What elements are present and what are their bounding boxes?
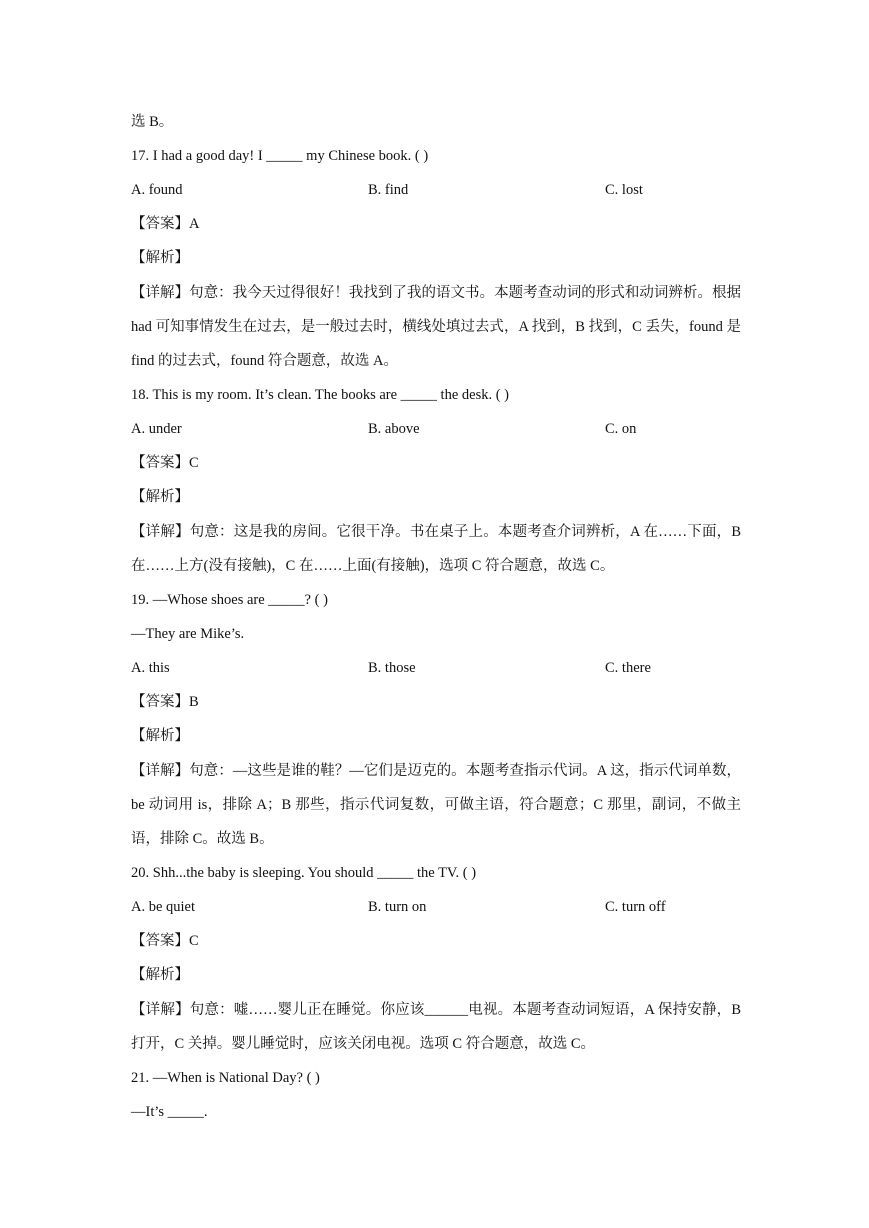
q20-option-a: A. be quiet — [131, 899, 196, 915]
q19-option-a: A. this — [131, 660, 170, 676]
q18-option-a: A. under — [131, 421, 182, 437]
q18-analysis-label: 【解析】 — [131, 489, 189, 505]
q17-option-a: A. found — [131, 182, 183, 198]
q19-option-b: B. those — [368, 660, 416, 676]
q21-stem: 21. —When is National Day? ( ) — [131, 1070, 320, 1086]
q18-option-c: C. on — [605, 421, 637, 437]
q20-option-b: B. turn on — [368, 899, 427, 915]
q19-reply: —They are Mike’s. — [131, 626, 245, 642]
q19-analysis-label: 【解析】 — [131, 728, 189, 744]
q17-option-b: B. find — [368, 182, 409, 198]
q17-stem: 17. I had a good day! I _____ my Chinese book. ( ) — [131, 148, 429, 164]
q20-detail: 【详解】句意：嘘……婴儿正在睡觉。你应该______电视。本题考查动词短语，A 保持安静，B 打开，C 关掉。婴儿睡觉时，应该关闭电视。选项 C 符合题意，故选 C。 — [131, 1002, 741, 1052]
q19-stem: 19. —Whose shoes are _____? ( ) — [131, 592, 328, 608]
q20-stem: 20. Shh...the baby is sleeping. You should _____ the TV. ( ) — [131, 865, 477, 881]
q18-detail: 【详解】句意：这是我的房间。它很干净。书在桌子上。本题考查介词辨析，A 在……下面，B 在……上方(没有接触)，C 在……上面(有接触)，选项 C 符合题意，故选 C。 — [131, 524, 741, 574]
q18-answer: 【答案】C — [131, 455, 199, 471]
q18-option-b: B. above — [368, 421, 420, 437]
q17-analysis-label: 【解析】 — [131, 250, 189, 266]
q19-detail: 【详解】句意：—这些是谁的鞋？—它们是迈克的。本题考查指示代词。A 这，指示代词单数，be 动词用 is，排除 A；B 那些，指示代词复数，可做主语，符合题意；C 那里，副词，不做主语，排除 C。故选 B。 — [131, 763, 741, 847]
q19-option-c: C. there — [605, 660, 651, 676]
q17-option-c: C. lost — [605, 182, 643, 198]
q20-option-c: C. turn off — [605, 899, 666, 915]
q20-analysis-label: 【解析】 — [131, 967, 189, 983]
q18-stem: 18. This is my room. It’s clean. The books are _____ the desk. ( ) — [131, 387, 510, 403]
q19-answer: 【答案】B — [131, 694, 199, 710]
q21-reply: —It’s _____. — [131, 1104, 208, 1120]
prev-answer-tail: 选 B。 — [131, 114, 174, 130]
q17-answer: 【答案】A — [131, 216, 200, 232]
q17-detail: 【详解】句意：我今天过得很好！我找到了我的语文书。本题考查动词的形式和动词辨析。根据 had 可知事情发生在过去，是一般过去时，横线处填过去式，A 找到，B 找到，C 丢失，found 是 find 的过去式，found 符合题意，故选 A。 — [131, 285, 741, 369]
q20-answer: 【答案】C — [131, 933, 199, 949]
